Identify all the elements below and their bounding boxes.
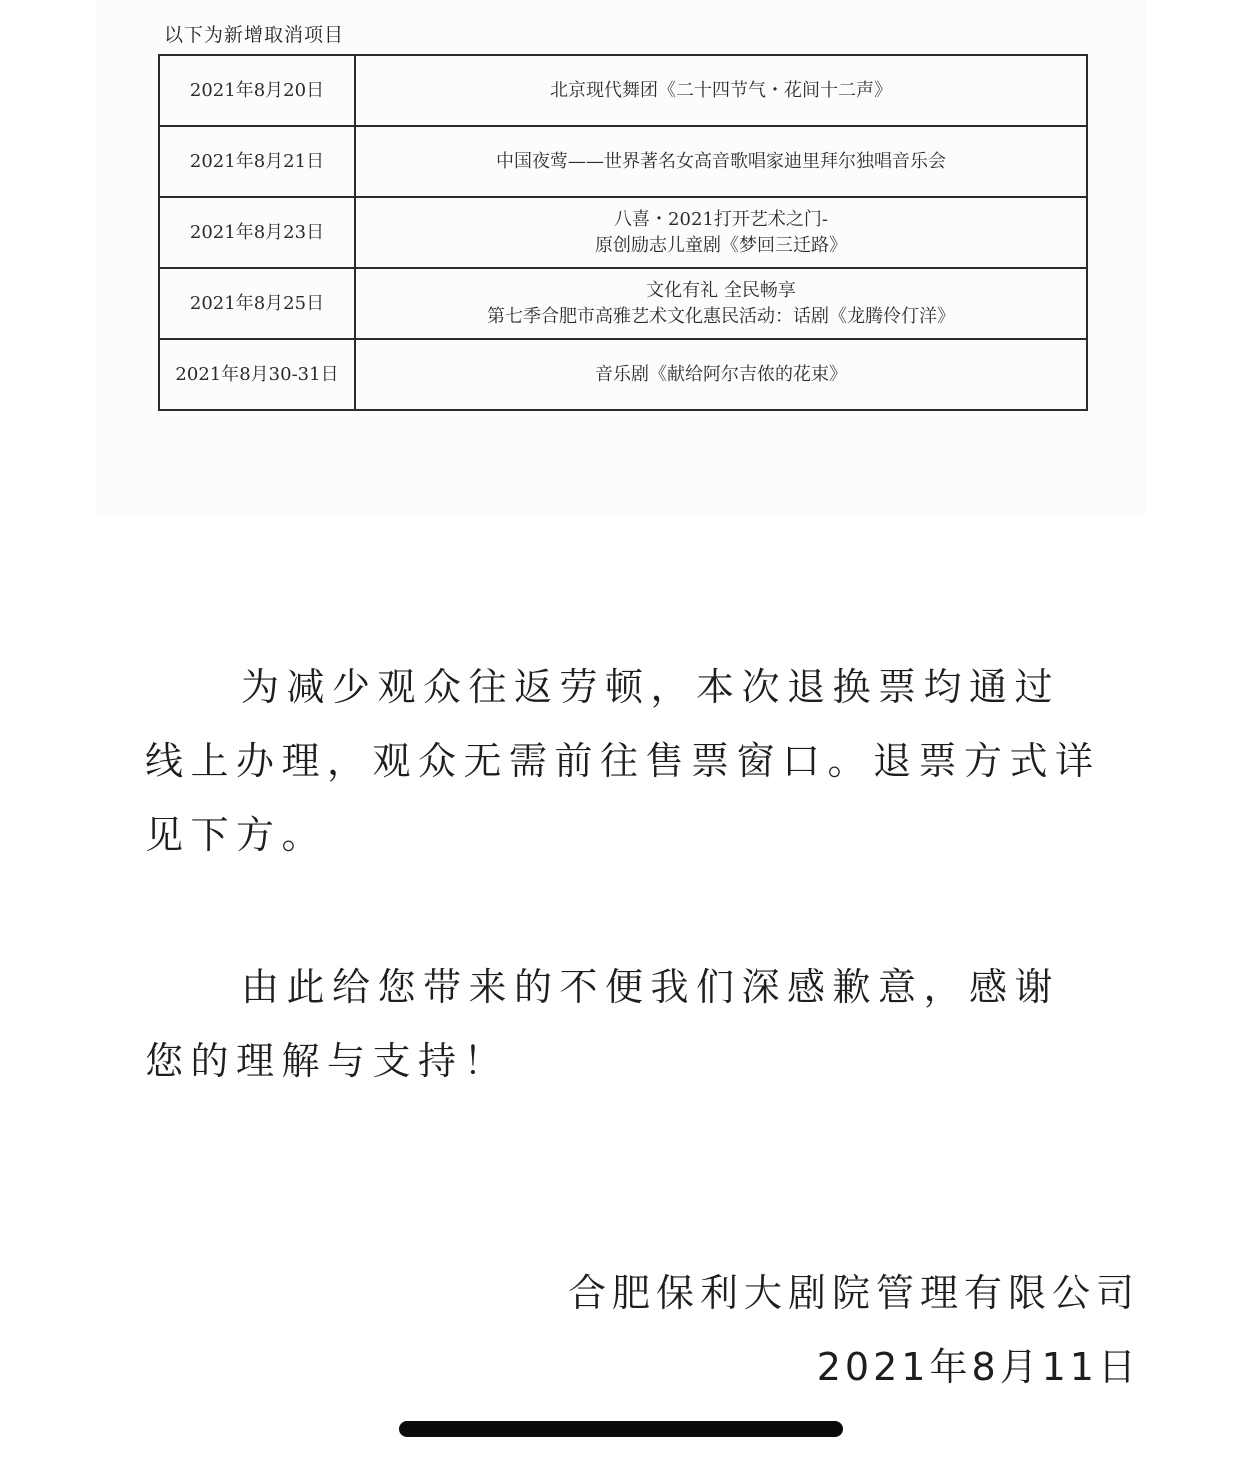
table-row <box>159 268 1087 339</box>
show-title-line: 音乐剧《献给阿尔吉侬的花束》 <box>595 363 847 385</box>
home-indicator-bar[interactable] <box>399 1421 843 1437</box>
show-date: 2021年8月30-31日 <box>159 339 355 410</box>
show-date: 2021年8月23日 <box>159 197 355 268</box>
show-title-line: 八喜・2021打开艺术之门- <box>614 208 828 230</box>
table-row <box>159 197 1087 268</box>
apology-paragraph: 由此给您带来的不便我们深感歉意，感谢您的理解与支持！ <box>145 965 1061 1083</box>
show-date: 2021年8月25日 <box>159 268 355 339</box>
show-title <box>355 126 1087 197</box>
table-row <box>159 339 1087 410</box>
signature-date: 2021年8月11日 <box>816 1345 1140 1389</box>
show-title <box>355 197 1087 268</box>
show-title-line: 原创励志儿童剧《梦回三迁路》 <box>595 234 847 256</box>
show-title-line: 第七季合肥市高雅艺术文化惠民活动：话剧《龙腾伶仃洋》 <box>487 305 955 327</box>
show-title <box>355 339 1087 410</box>
show-title-line: 中国夜莺——世界著名女高音歌唱家迪里拜尔独唱音乐会 <box>496 150 946 172</box>
show-title <box>355 55 1087 126</box>
show-title <box>355 268 1087 339</box>
table-row <box>159 126 1087 197</box>
show-date: 2021年8月20日 <box>159 55 355 126</box>
show-title-line: 北京现代舞团《二十四节气・花间十二声》 <box>550 79 892 101</box>
table-caption: 以下为新增取消项目 <box>164 24 345 46</box>
show-title-line: 文化有礼 全民畅享 <box>646 279 796 301</box>
refund-method-paragraph: 为减少观众往返劳顿，本次退换票均通过线上办理，观众无需前往售票窗口。退票方式详见下方。 <box>145 665 1101 857</box>
cancelled-shows-table <box>158 54 1088 411</box>
show-date: 2021年8月21日 <box>159 126 355 197</box>
table-row <box>159 55 1087 126</box>
signature-organization: 合肥保利大剧院管理有限公司 <box>567 1271 1140 1315</box>
